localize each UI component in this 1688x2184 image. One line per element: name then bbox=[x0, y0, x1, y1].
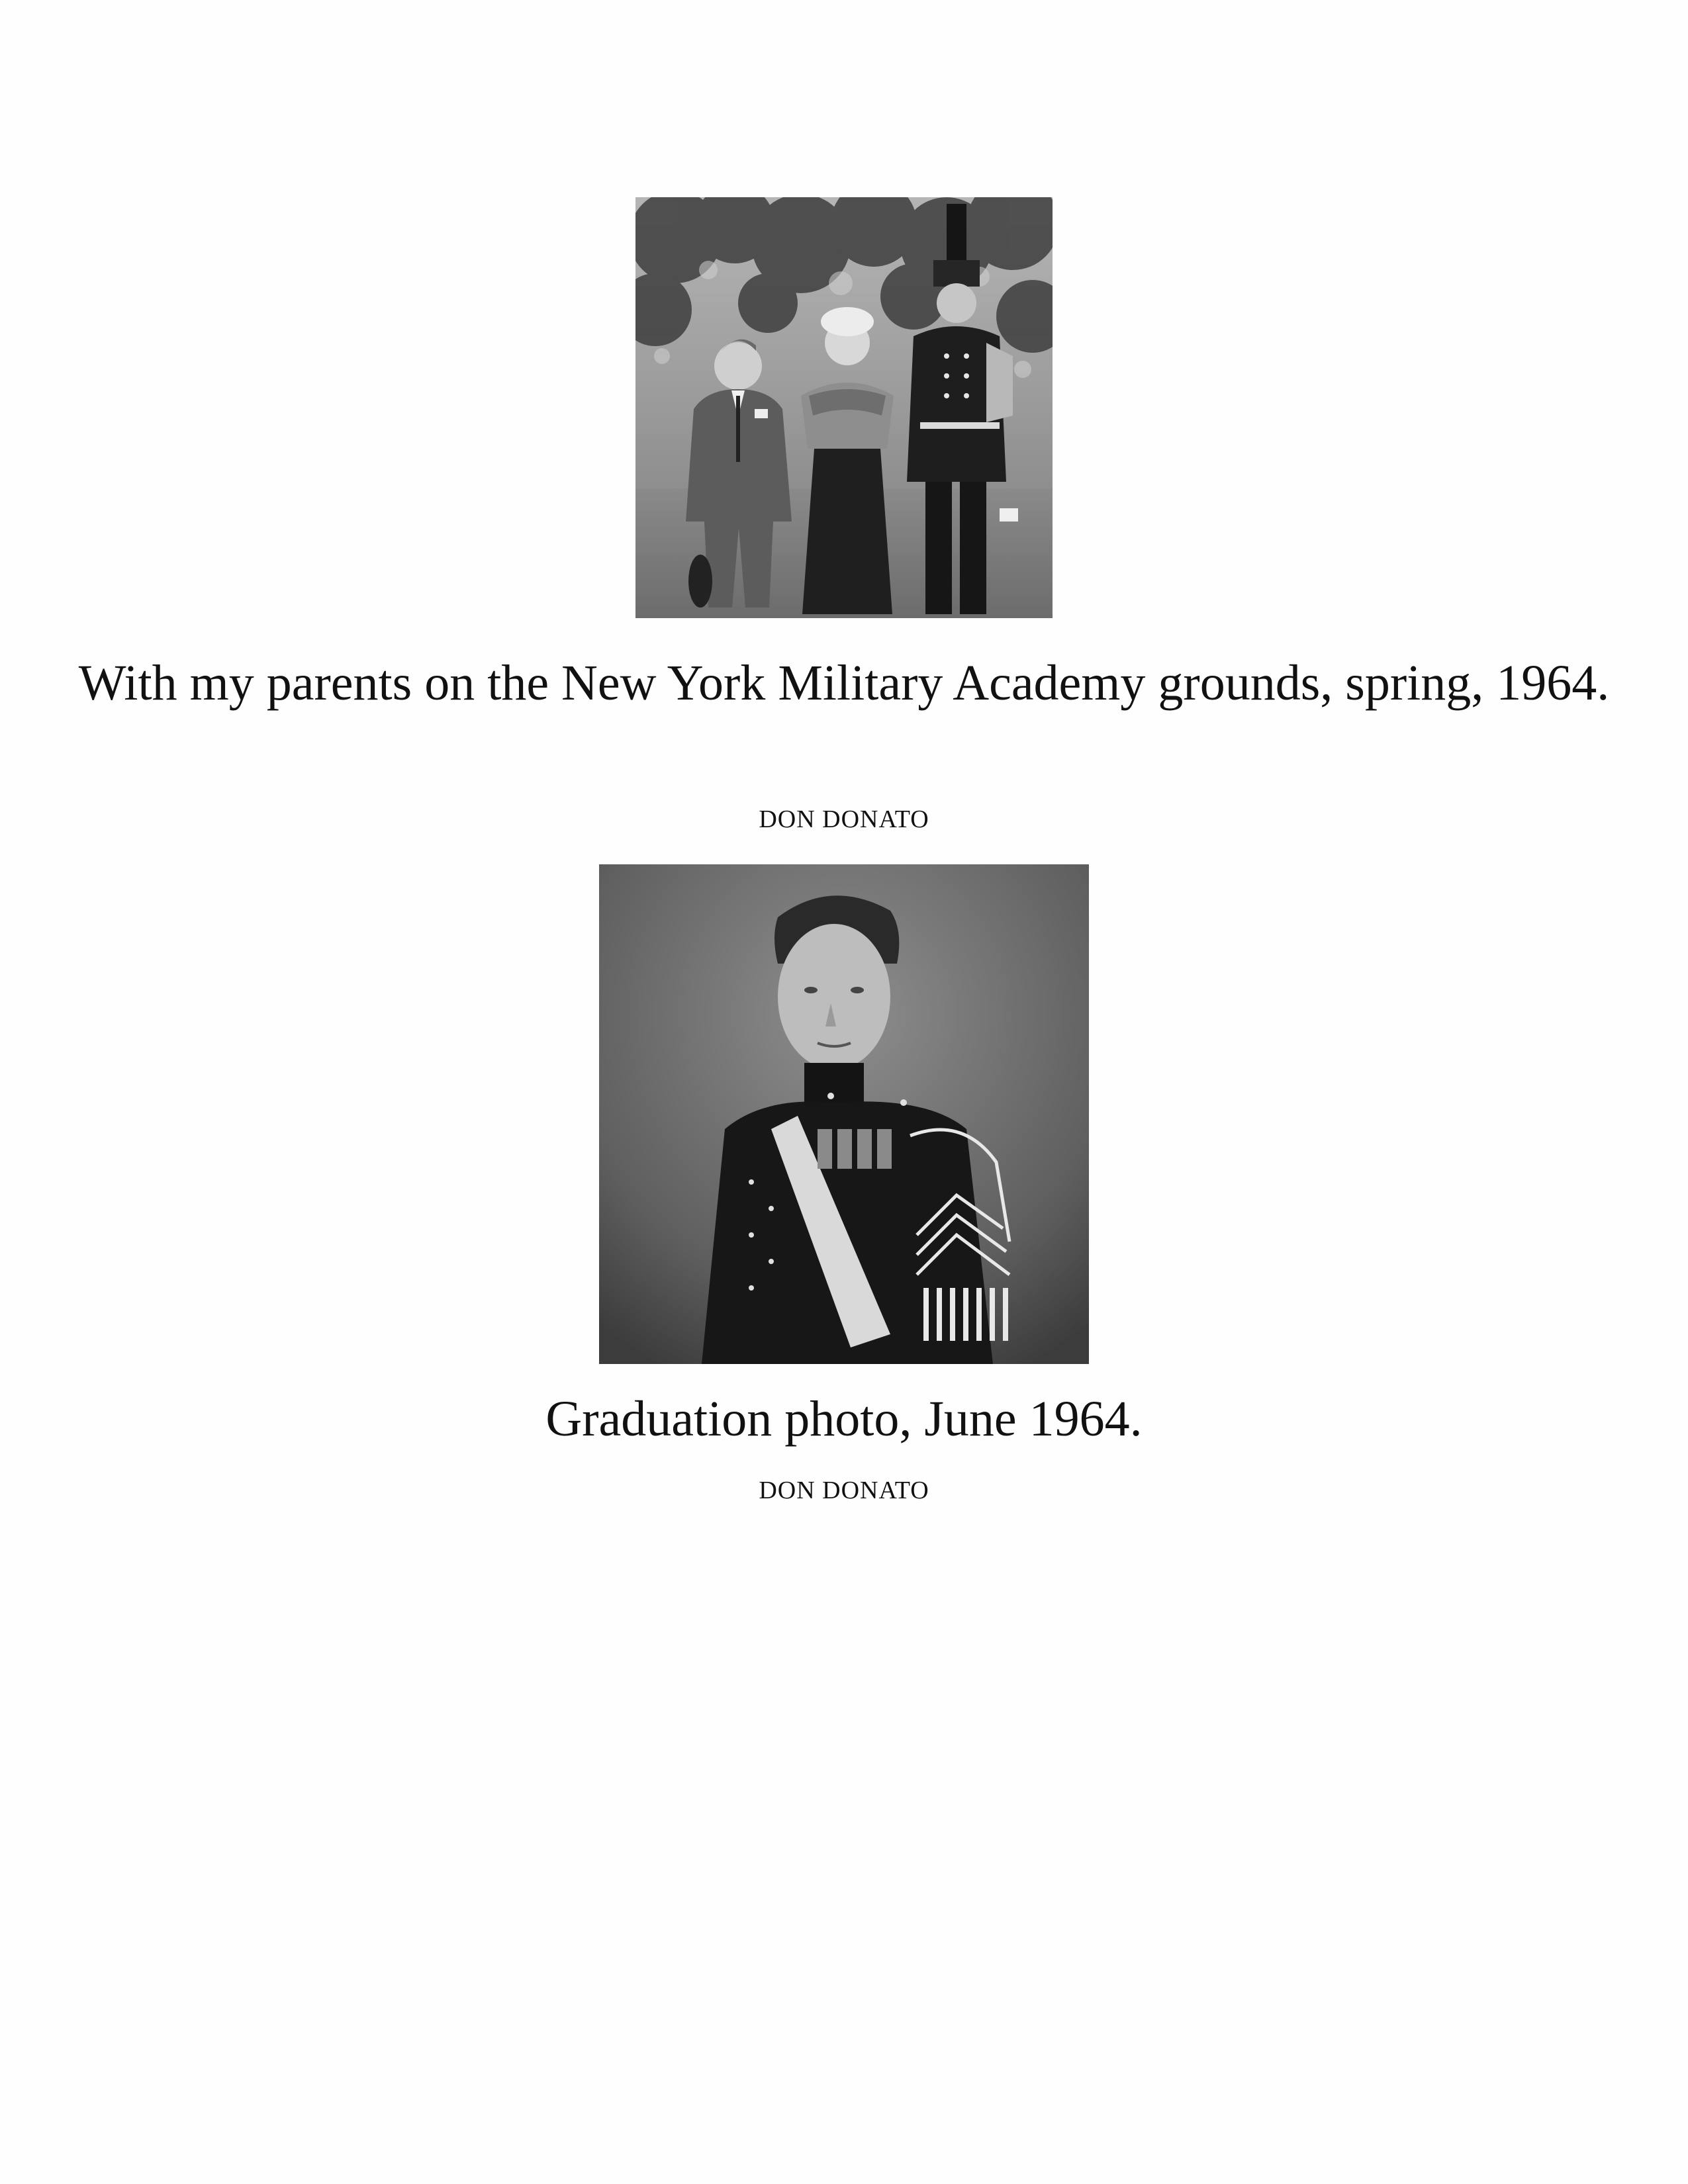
photo-parents bbox=[635, 197, 1053, 618]
photo-graduation bbox=[599, 864, 1089, 1364]
caption-parents: With my parents on the New York Military Academy grounds, spring, 1964. bbox=[78, 655, 1610, 711]
photo-parents-image bbox=[635, 197, 1053, 618]
caption-graduation: Graduation photo, June 1964. bbox=[545, 1391, 1143, 1447]
photo-graduation-image bbox=[599, 864, 1089, 1364]
photo-credit: DON DONATO bbox=[759, 805, 929, 833]
photo-credit: DON DONATO bbox=[759, 1477, 929, 1504]
